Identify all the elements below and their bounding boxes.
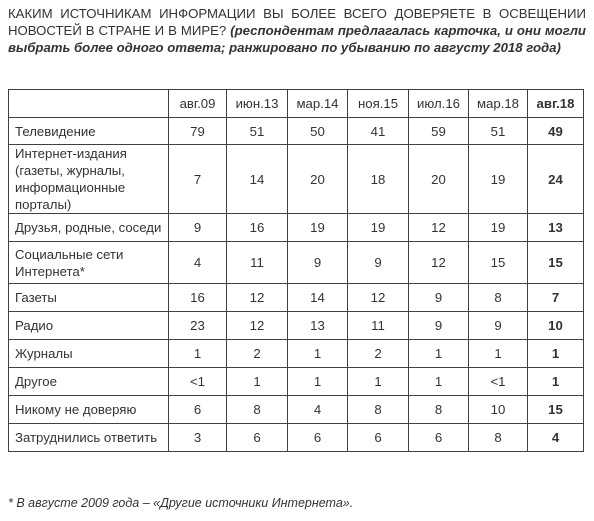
table-row — [9, 312, 584, 340]
cell-value: 14 — [288, 284, 348, 312]
survey-table — [8, 89, 584, 452]
header-period: мар.14 — [288, 90, 348, 118]
cell-value: 20 — [288, 145, 348, 214]
cell-value: 15 — [469, 242, 528, 284]
cell-value: 1 — [288, 340, 348, 368]
cell-value: 9 — [409, 284, 469, 312]
cell-value: 1 — [227, 368, 288, 396]
header-period: мар.18 — [469, 90, 528, 118]
cell-value: 6 — [227, 424, 288, 452]
cell-value: 11 — [227, 242, 288, 284]
cell-value: 6 — [288, 424, 348, 452]
cell-value-latest: 1 — [528, 368, 584, 396]
cell-value: 1 — [409, 340, 469, 368]
row-label: Журналы — [9, 340, 169, 368]
question-title: КАКИМ ИСТОЧНИКАМ ИНФОРМАЦИИ ВЫ БОЛЕЕ ВСЕГО ДОВЕРЯЕТЕ В ОСВЕЩЕНИИ НОВОСТЕЙ В СТРАНЕ И В МИРЕ? — [8, 6, 586, 38]
cell-value-latest: 1 — [528, 340, 584, 368]
cell-value: 9 — [348, 242, 409, 284]
cell-value-latest: 10 — [528, 312, 584, 340]
cell-value: 8 — [409, 396, 469, 424]
cell-value: 51 — [469, 118, 528, 145]
cell-value: 9 — [409, 312, 469, 340]
cell-value: 18 — [348, 145, 409, 214]
table-body — [9, 118, 584, 452]
cell-value-latest: 15 — [528, 242, 584, 284]
cell-value: <1 — [169, 368, 227, 396]
cell-value: 7 — [169, 145, 227, 214]
row-label: Телевидение — [9, 118, 169, 145]
cell-value: 4 — [288, 396, 348, 424]
cell-value: 19 — [348, 214, 409, 242]
row-label: Друзья, родные, соседи — [9, 214, 169, 242]
cell-value: 2 — [348, 340, 409, 368]
cell-value: 4 — [169, 242, 227, 284]
cell-value: 41 — [348, 118, 409, 145]
cell-value: 23 — [169, 312, 227, 340]
row-label: Интернет-издания (газеты, журналы, информационные порталы) — [9, 145, 169, 214]
cell-value: 16 — [227, 214, 288, 242]
cell-value: 6 — [409, 424, 469, 452]
cell-value: 19 — [469, 214, 528, 242]
row-label: Другое — [9, 368, 169, 396]
cell-value-latest: 24 — [528, 145, 584, 214]
table-row — [9, 118, 584, 145]
cell-value: <1 — [469, 368, 528, 396]
cell-value: 8 — [227, 396, 288, 424]
table-row — [9, 242, 584, 284]
header-period: ноя.15 — [348, 90, 409, 118]
cell-value: 6 — [169, 396, 227, 424]
table-row — [9, 396, 584, 424]
cell-value: 8 — [469, 284, 528, 312]
row-label: Газеты — [9, 284, 169, 312]
header-period-latest: авг.18 — [528, 90, 584, 118]
cell-value: 9 — [288, 242, 348, 284]
footnote: * В августе 2009 года – «Другие источники Интернета». — [8, 496, 354, 510]
cell-value: 12 — [227, 312, 288, 340]
cell-value: 13 — [288, 312, 348, 340]
table-row — [9, 284, 584, 312]
row-label: Социальные сети Интернета* — [9, 242, 169, 284]
header-period: июл.16 — [409, 90, 469, 118]
table-row — [9, 368, 584, 396]
cell-value-latest: 49 — [528, 118, 584, 145]
cell-value: 1 — [169, 340, 227, 368]
cell-value: 1 — [469, 340, 528, 368]
cell-value: 9 — [469, 312, 528, 340]
cell-value: 16 — [169, 284, 227, 312]
cell-value: 8 — [348, 396, 409, 424]
cell-value: 6 — [348, 424, 409, 452]
cell-value: 19 — [469, 145, 528, 214]
cell-value: 20 — [409, 145, 469, 214]
table-row — [9, 424, 584, 452]
cell-value: 11 — [348, 312, 409, 340]
cell-value: 10 — [469, 396, 528, 424]
cell-value-latest: 4 — [528, 424, 584, 452]
cell-value-latest: 7 — [528, 284, 584, 312]
cell-value: 3 — [169, 424, 227, 452]
table-row — [9, 214, 584, 242]
cell-value: 14 — [227, 145, 288, 214]
table-row — [9, 340, 584, 368]
cell-value: 1 — [409, 368, 469, 396]
row-label: Затруднились ответить — [9, 424, 169, 452]
cell-value-latest: 15 — [528, 396, 584, 424]
cell-value: 12 — [409, 242, 469, 284]
cell-value: 2 — [227, 340, 288, 368]
question-heading — [8, 5, 586, 56]
table-row — [9, 145, 584, 214]
cell-value-latest: 13 — [528, 214, 584, 242]
header-row — [9, 90, 584, 118]
question-note: (респондентам предлагалась карточка, и они могли выбрать более одного ответа; ранжировано по убыванию по августу 2018 года) — [8, 23, 586, 55]
cell-value: 1 — [288, 368, 348, 396]
header-period: авг.09 — [169, 90, 227, 118]
cell-value: 8 — [469, 424, 528, 452]
cell-value: 9 — [169, 214, 227, 242]
cell-value: 12 — [409, 214, 469, 242]
row-label: Радио — [9, 312, 169, 340]
cell-value: 79 — [169, 118, 227, 145]
cell-value: 12 — [227, 284, 288, 312]
cell-value: 19 — [288, 214, 348, 242]
cell-value: 59 — [409, 118, 469, 145]
row-label: Никому не доверяю — [9, 396, 169, 424]
cell-value: 12 — [348, 284, 409, 312]
cell-value: 1 — [348, 368, 409, 396]
cell-value: 51 — [227, 118, 288, 145]
header-period: июн.13 — [227, 90, 288, 118]
cell-value: 50 — [288, 118, 348, 145]
header-corner — [9, 90, 169, 118]
